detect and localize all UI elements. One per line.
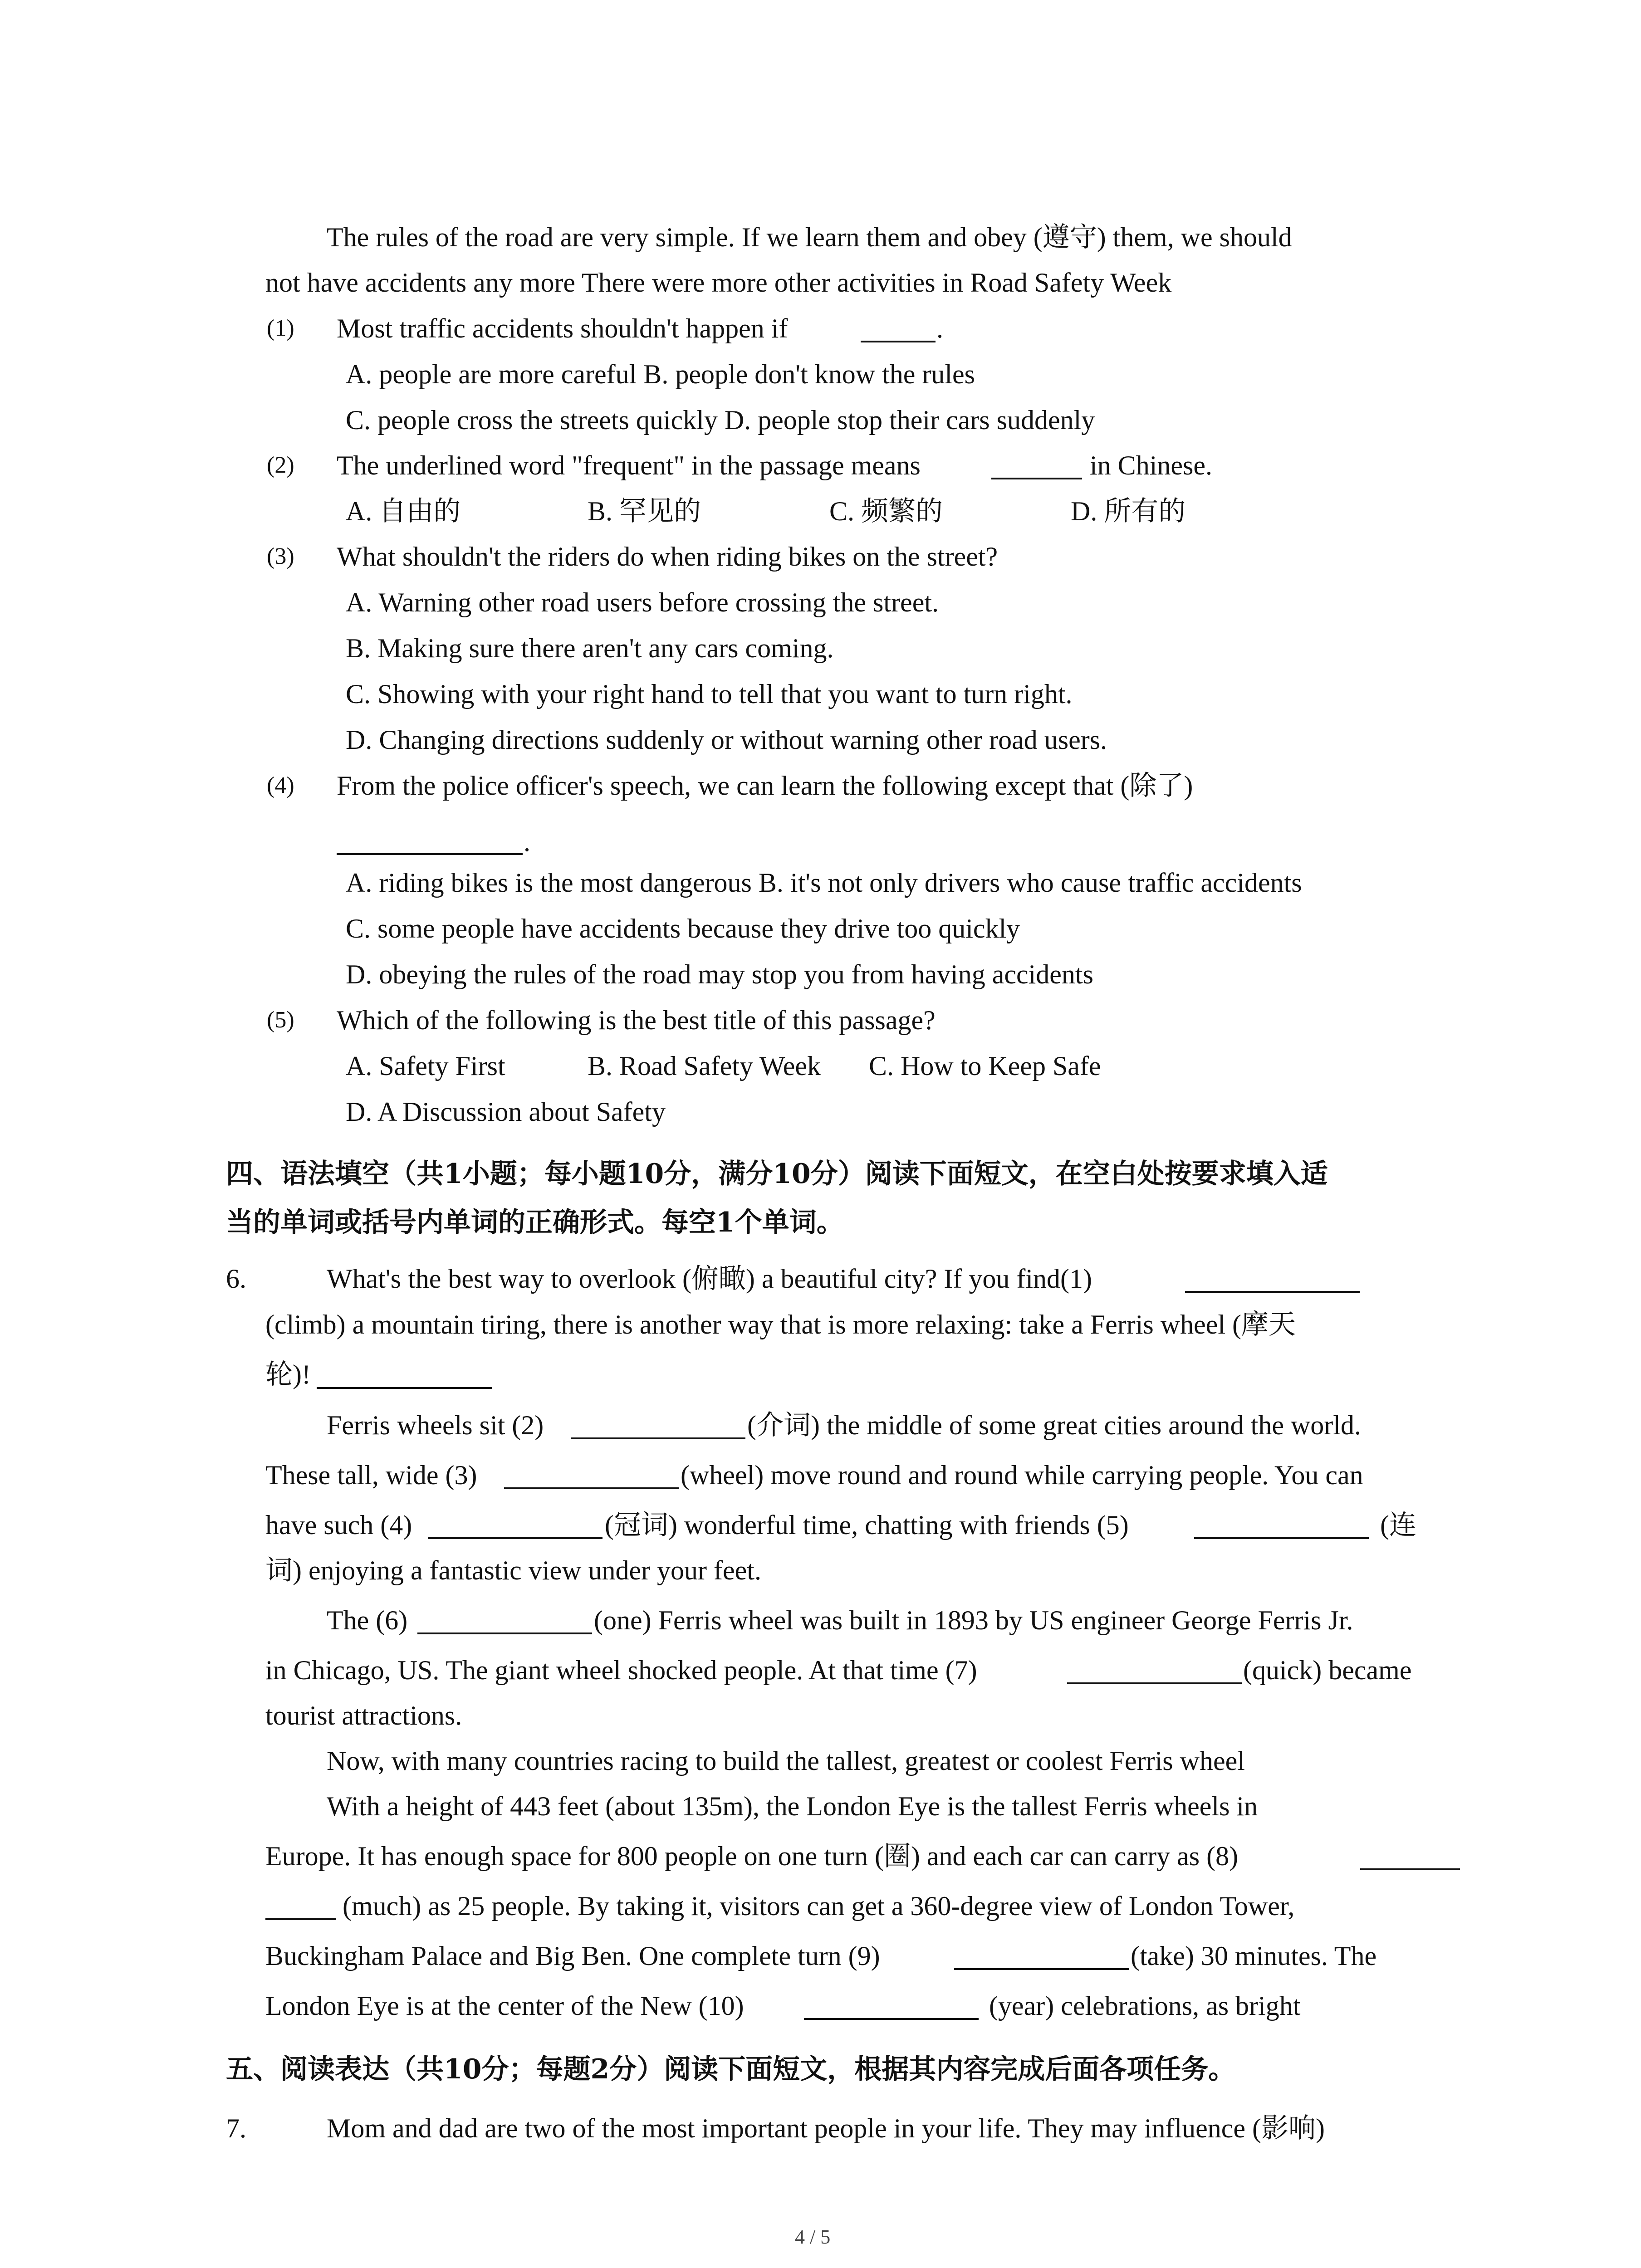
passage-line: in Chicago, US. The giant wheel shocked people. At that time (7)	[265, 1655, 977, 1685]
item-number: 7.	[226, 2113, 246, 2143]
passage-line: Europe. It has enough space for 800 people on one turn (圈) and each car can carry as (8)	[265, 1841, 1239, 1871]
section-heading: 四、语法填空（共1小题；每小题10分，满分10分）阅读下面短文，在空白处按要求填入适	[226, 1158, 1328, 1190]
option-line: A. people are more careful B. people don't know the rules	[346, 359, 975, 389]
question-stem: The underlined word "frequent" in the passage means	[337, 450, 921, 480]
answer-blank	[1194, 1537, 1369, 1539]
answer-blank	[265, 1918, 336, 1920]
page-number: 4 / 5	[795, 2226, 831, 2248]
answer-blank	[991, 477, 1082, 479]
question-number: (4)	[267, 772, 294, 798]
passage-line: 词) enjoying a fantastic view under your feet.	[265, 1555, 761, 1585]
question-number: (1)	[267, 315, 294, 341]
question-number: (2)	[267, 452, 294, 478]
passage-line: (连	[1380, 1510, 1416, 1540]
option-c: C. Showing with your right hand to tell that you want to turn right.	[346, 679, 1073, 709]
passage-line: 轮)!	[265, 1359, 311, 1389]
passage-line: tourist attractions.	[265, 1701, 462, 1730]
question-stem: Which of the following is the best title of this passage?	[337, 1005, 936, 1035]
option-a: A. 自由的	[346, 496, 461, 526]
passage-line: The rules of the road are very simple. If we learn them and obey (遵守) them, we should	[327, 222, 1292, 252]
option-d: D. 所有的	[1071, 496, 1186, 526]
item-number: 6.	[226, 1264, 246, 1294]
option-c: C. How to Keep Safe	[869, 1051, 1101, 1081]
answer-blank	[417, 1632, 592, 1634]
section-heading: 五、阅读表达（共10分；每题2分）阅读下面短文，根据其内容完成后面各项任务。	[226, 2053, 1236, 2085]
answer-blank	[504, 1487, 679, 1489]
passage-line: These tall, wide (3)	[265, 1460, 477, 1490]
option-line: C. people cross the streets quickly D. people stop their cars suddenly	[346, 405, 1095, 435]
answer-blank	[861, 340, 936, 342]
passage-line: (take) 30 minutes. The	[1131, 1941, 1377, 1971]
question-stem: Most traffic accidents shouldn't happen if	[337, 313, 788, 343]
option-a: A. Safety First	[346, 1051, 505, 1081]
question-stem-end: .	[524, 827, 530, 857]
option-b: B. Making sure there aren't any cars coming.	[346, 633, 834, 663]
passage-line: (quick) became	[1243, 1655, 1412, 1685]
passage-line: (冠词) wonderful time, chatting with friends (5)	[605, 1510, 1129, 1540]
option-line: A. riding bikes is the most dangerous B. it's not only drivers who cause traffic accidents	[346, 868, 1302, 898]
answer-blank	[317, 1387, 492, 1389]
passage-line: (介词) the middle of some great cities around the world.	[747, 1410, 1361, 1440]
passage-line: (year) celebrations, as bright	[989, 1991, 1301, 2021]
answer-blank	[571, 1437, 745, 1439]
passage-line: (wheel) move round and round while carrying people. You can	[681, 1460, 1363, 1490]
answer-blank	[1067, 1682, 1242, 1684]
passage-line: have such (4)	[265, 1510, 412, 1540]
answer-blank	[337, 853, 523, 855]
option-d: D. Changing directions suddenly or without warning other road users.	[346, 725, 1107, 755]
question-stem-end: .	[936, 313, 943, 343]
question-stem: From the police officer's speech, we can learn the following except that (除了)	[337, 771, 1193, 801]
question-number: (3)	[267, 543, 294, 569]
option-c: C. 频繁的	[829, 496, 943, 526]
passage-line: London Eye is at the center of the New (10)	[265, 1991, 744, 2021]
answer-blank	[1360, 1868, 1460, 1870]
passage-line: (one) Ferris wheel was built in 1893 by US engineer George Ferris Jr.	[594, 1605, 1353, 1635]
passage-line: With a height of 443 feet (about 135m), the London Eye is the tallest Ferris wheels in	[327, 1791, 1258, 1821]
passage-line: Buckingham Palace and Big Ben. One complete turn (9)	[265, 1941, 880, 1971]
option-d: D. A Discussion about Safety	[346, 1097, 666, 1127]
option-b: B. Road Safety Week	[588, 1051, 821, 1081]
passage-line: Now, with many countries racing to build the tallest, greatest or coolest Ferris wheel	[327, 1746, 1245, 1776]
passage-line: Ferris wheels sit (2)	[327, 1410, 544, 1440]
option-b: B. 罕见的	[588, 496, 701, 526]
answer-blank	[428, 1537, 603, 1539]
question-stem-end: in Chinese.	[1090, 450, 1212, 480]
answer-blank	[804, 2018, 979, 2020]
passage-line: (much) as 25 people. By taking it, visitors can get a 360-degree view of London Tower,	[343, 1891, 1295, 1921]
passage-line: Mom and dad are two of the most important people in your life. They may influence (影响)	[327, 2113, 1325, 2143]
passage-line: What's the best way to overlook (俯瞰) a beautiful city? If you find(1)	[327, 1264, 1092, 1294]
passage-line: (climb) a mountain tiring, there is another way that is more relaxing: take a Ferris wheel (摩天	[265, 1310, 1296, 1339]
option-d: D. obeying the rules of the road may stop you from having accidents	[346, 959, 1093, 989]
passage-line: The (6)	[327, 1605, 408, 1635]
question-number: (5)	[267, 1007, 294, 1033]
option-c: C. some people have accidents because they drive too quickly	[346, 914, 1020, 943]
option-a: A. Warning other road users before crossing the street.	[346, 587, 939, 617]
question-stem: What shouldn't the riders do when riding bikes on the street?	[337, 542, 998, 572]
answer-blank	[954, 1968, 1129, 1970]
section-heading: 当的单词或括号内单词的正确形式。每空1个单词。	[226, 1207, 844, 1238]
answer-blank	[1185, 1290, 1360, 1293]
passage-line: not have accidents any more There were more other activities in Road Safety Week	[265, 268, 1172, 298]
